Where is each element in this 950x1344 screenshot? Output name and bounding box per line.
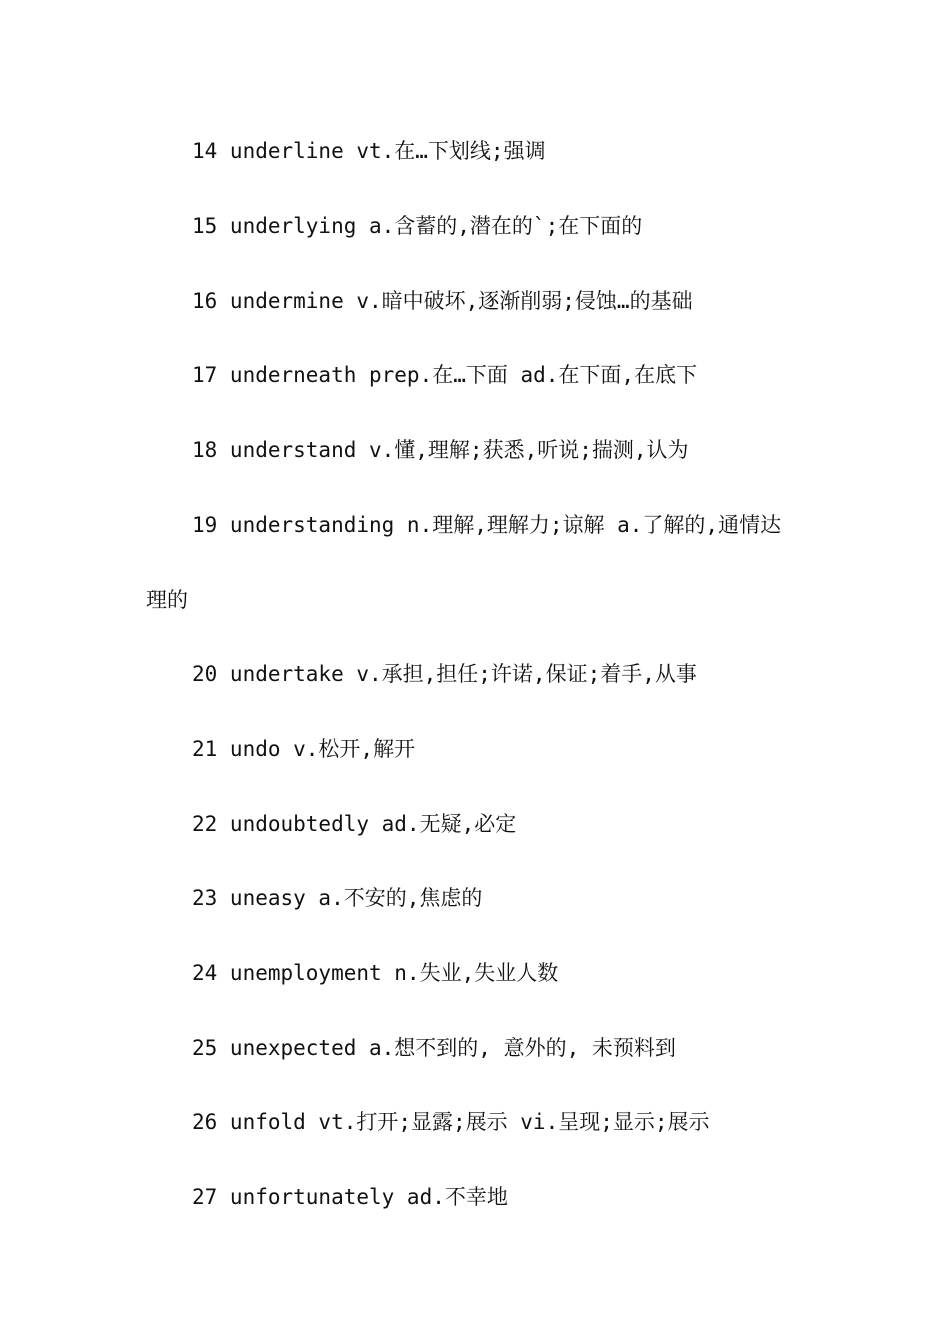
entry-undo: 21 undo v.松开,解开 bbox=[192, 737, 416, 761]
entry-understanding: 19 understanding n.理解,理解力;谅解 a.了解的,通情达 bbox=[192, 513, 782, 537]
entry-unfortunately: 27 unfortunately ad.不幸地 bbox=[192, 1185, 508, 1209]
entry-undertake: 20 undertake v.承担,担任;许诺,保证;着手,从事 bbox=[192, 662, 697, 686]
entry-underline: 14 underline vt.在…下划线;强调 bbox=[192, 139, 546, 163]
entry-underneath: 17 underneath prep.在…下面 ad.在下面,在底下 bbox=[192, 363, 698, 387]
entry-unfold: 26 unfold vt.打开;显露;展示 vi.呈现;显示;展示 bbox=[192, 1110, 710, 1134]
entry-undoubtedly: 22 undoubtedly ad.无疑,必定 bbox=[192, 812, 517, 836]
entry-unemployment: 24 unemployment n.失业,失业人数 bbox=[192, 961, 559, 985]
entry-understand: 18 understand v.懂,理解;获悉,听说;揣测,认为 bbox=[192, 438, 689, 462]
entry-understanding-continued: 理的 bbox=[146, 588, 188, 612]
entry-undermine: 16 undermine v.暗中破坏,逐渐削弱;侵蚀…的基础 bbox=[192, 289, 693, 313]
entry-underlying: 15 underlying a.含蓄的,潜在的`;在下面的 bbox=[192, 214, 643, 238]
entry-uneasy: 23 uneasy a.不安的,焦虑的 bbox=[192, 886, 483, 910]
entry-unexpected: 25 unexpected a.想不到的, 意外的, 未预料到 bbox=[192, 1036, 676, 1060]
